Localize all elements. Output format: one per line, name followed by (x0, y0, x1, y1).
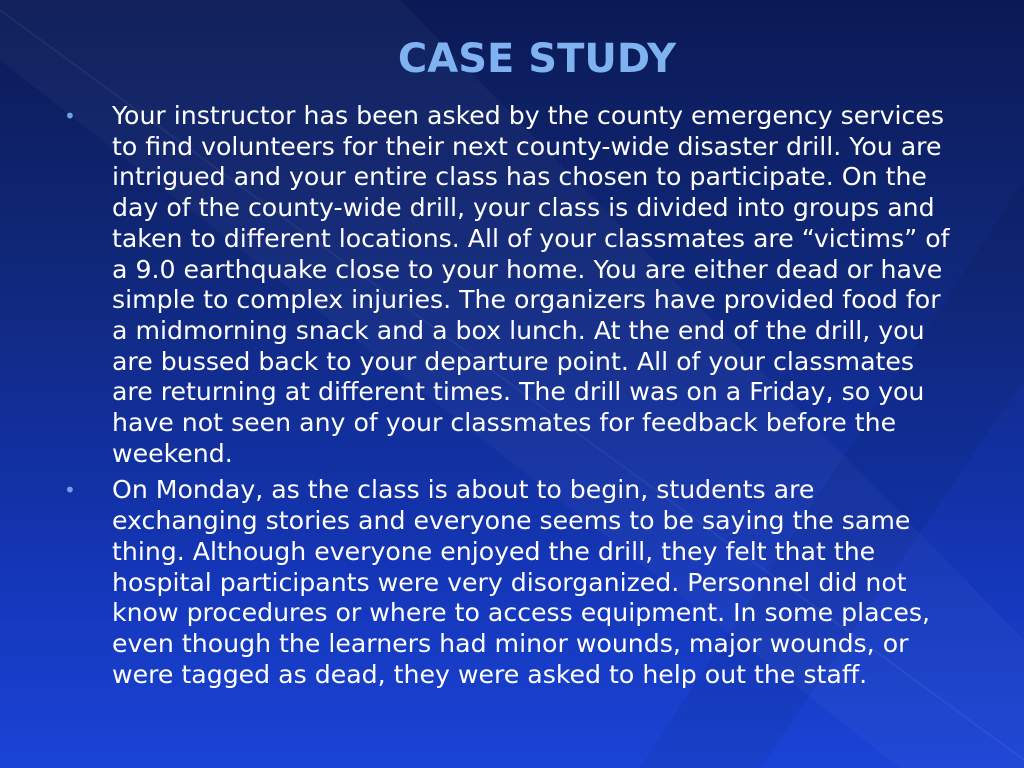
bullet-text: Your instructor has been asked by the county emergency services to find volunteers for their next county-wide disaster drill. You are intrigued and your entire class has chosen to participate. On the day of the county-wide drill, your class is divided into groups and taken to different locations. All of your classmates are “victims” of a 9.0 earthquake close to your home. You are either dead or have simple to complex injuries. The organizers have provided food for a midmorning snack and a box lunch. At the end of the drill, you are bussed back to your departure point. All of your classmates are returning at different times. The drill was on a Friday, so you have not seen any of your classmates for feedback before the weekend. (112, 101, 950, 468)
bullet-list (58, 101, 958, 696)
bullet-icon: • (64, 478, 76, 503)
bullet-paragraph-2 (58, 475, 958, 690)
slide-title: CASE STUDY (397, 36, 677, 82)
bullet-paragraph-1 (58, 101, 958, 469)
bullet-icon: • (64, 104, 76, 128)
bullet-text: On Monday, as the class is about to begin, students are exchanging stories and everyone seems to be saying the same thing. Although everyone enjoyed the drill, they felt that the hospital participants were very disorganized. Personnel did not know procedures or where to access equipment. In some places, even though the learners had minor wounds, major wounds, or were tagged as dead, they were asked to help out the staff. (112, 475, 930, 689)
